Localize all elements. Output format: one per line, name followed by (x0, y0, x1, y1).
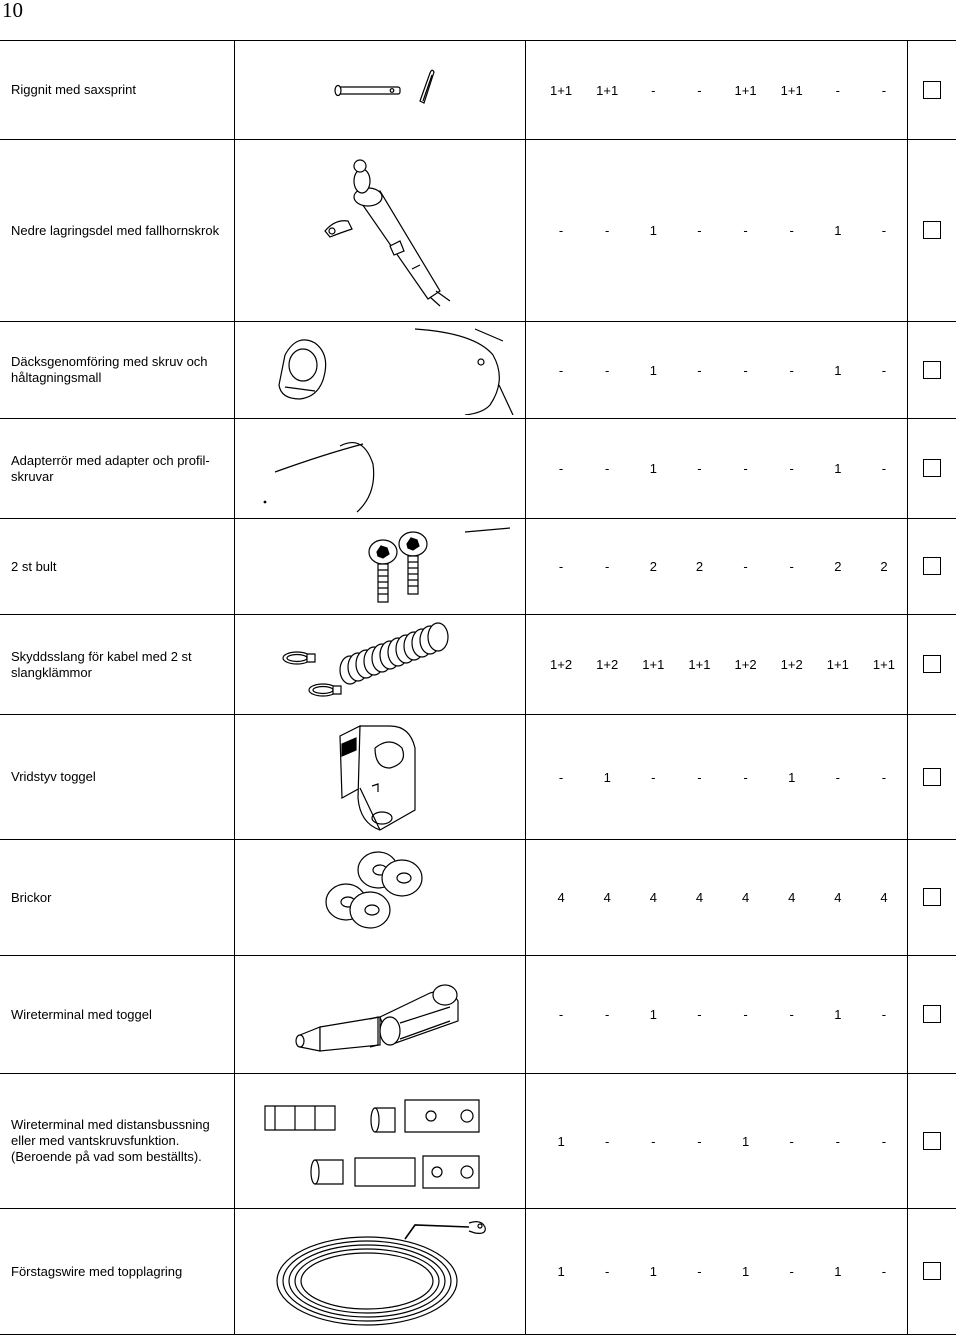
quantity-value: 1+1 (596, 82, 619, 98)
checkbox[interactable] (923, 888, 941, 906)
part-description: 2 st bult (0, 519, 235, 615)
table-row (0, 615, 956, 715)
part-illustration (235, 322, 526, 419)
quantity-value: 1 (788, 769, 796, 785)
quantity-value: - (558, 769, 564, 785)
part-description: Riggnit med saxsprint (0, 41, 235, 140)
checkbox[interactable] (923, 768, 941, 786)
checkbox[interactable] (923, 557, 941, 575)
quantity-value: 1 (834, 461, 842, 476)
quantity-value: - (743, 1007, 748, 1022)
checkbox[interactable] (923, 655, 941, 673)
quantity-value: - (697, 82, 702, 98)
part-illustration (235, 840, 526, 956)
quantity-value: 1 (649, 362, 657, 378)
quantity-value: 1+1 (642, 657, 665, 672)
quantity-value: 1 (649, 461, 657, 476)
quantity-value: - (789, 559, 794, 574)
quantity-cells (526, 41, 908, 140)
deck-fitting-template-icon (245, 325, 515, 415)
table-row (0, 840, 956, 956)
quantity-cells (526, 1209, 908, 1335)
quantity-value: 1+2 (734, 657, 757, 672)
parts-table (0, 40, 956, 1335)
table-row (0, 1074, 956, 1209)
quantity-value: - (881, 1264, 887, 1279)
quantity-value: - (789, 1133, 794, 1149)
quantity-value: 1 (741, 1133, 750, 1149)
wire-terminal-toggle-icon (280, 965, 480, 1065)
quantity-value: - (558, 461, 564, 476)
forestay-wire-coil-icon (255, 1213, 505, 1331)
part-description: Wireterminal med toggel (0, 956, 235, 1074)
quantity-value: 1 (834, 1007, 842, 1022)
quantity-cells (526, 615, 908, 715)
quantity-cells (526, 840, 908, 956)
quantity-value: - (789, 223, 794, 238)
quantity-value: 4 (788, 890, 796, 905)
checkbox[interactable] (923, 459, 941, 477)
quantity-cells (526, 519, 908, 615)
protective-hose-clamps-icon (245, 620, 515, 710)
quantity-value: - (697, 769, 702, 785)
quantity-value: - (605, 1007, 610, 1022)
table-row (0, 1209, 956, 1335)
quantity-value: - (605, 461, 610, 476)
table-row (0, 322, 956, 419)
quantity-value: - (651, 769, 656, 785)
quantity-value: - (605, 362, 610, 378)
quantity-value: 1+2 (780, 657, 803, 672)
table-row (0, 140, 956, 322)
quantity-value: 1+2 (550, 657, 573, 672)
quantity-value: - (697, 1007, 702, 1022)
quantity-value: - (881, 82, 887, 98)
part-description: Brickor (0, 840, 235, 956)
quantity-value: 1 (557, 1133, 565, 1149)
quantity-value: - (743, 223, 748, 238)
quantity-value: 2 (880, 559, 888, 574)
adapter-tube-icon (245, 424, 515, 514)
table-row (0, 419, 956, 519)
quantity-value: 4 (741, 890, 750, 905)
part-illustration (235, 1209, 526, 1335)
quantity-value: - (697, 1133, 702, 1149)
quantity-value: - (881, 223, 887, 238)
checkbox[interactable] (923, 221, 941, 239)
quantity-value: 1+1 (780, 82, 803, 98)
quantity-value: 1 (834, 223, 842, 238)
washers-icon (320, 848, 440, 948)
part-description: Adapterrör med adapter och profil-skruvar (0, 419, 235, 519)
quantity-value: - (697, 461, 702, 476)
quantity-value: - (881, 769, 887, 785)
quantity-value: - (743, 559, 748, 574)
quantity-value: - (605, 1264, 610, 1279)
part-illustration (235, 519, 526, 615)
checkbox[interactable] (923, 1132, 941, 1150)
checkbox[interactable] (923, 1005, 941, 1023)
checkbox[interactable] (923, 1262, 941, 1280)
quantity-value: 1+1 (688, 657, 711, 672)
quantity-value: 4 (649, 890, 657, 905)
quantity-cells (526, 419, 908, 519)
table-row (0, 519, 956, 615)
quantity-value: 1 (834, 362, 842, 378)
page-number: 10 (2, 0, 23, 22)
checkbox[interactable] (923, 81, 941, 99)
quantity-value: - (697, 223, 702, 238)
quantity-value: - (789, 461, 794, 476)
quantity-value: 4 (880, 890, 888, 905)
quantity-value: - (743, 362, 748, 378)
part-description: Däcksgenomföring med skruv och håltagningsmall (0, 322, 235, 419)
quantity-value: - (651, 82, 656, 98)
rivet-pin-icon (320, 65, 440, 115)
quantity-value: 1 (603, 769, 611, 785)
quantity-value: 4 (603, 890, 611, 905)
torsion-toggle-icon (320, 718, 440, 836)
quantity-value: - (835, 769, 840, 785)
lower-bearing-hook-icon (300, 151, 460, 311)
part-description: Wireterminal med distansbussning eller med vantskruvsfunktion. (Beroende på vad som beställts). (0, 1074, 235, 1209)
quantity-value: 2 (834, 559, 842, 574)
bolt-icon (245, 522, 515, 612)
quantity-value: 1+1 (826, 657, 849, 672)
quantity-value: 1 (741, 1264, 750, 1279)
quantity-value: - (743, 461, 748, 476)
part-illustration (235, 956, 526, 1074)
quantity-cells (526, 140, 908, 322)
quantity-value: 1 (649, 1264, 657, 1279)
quantity-value: - (881, 1133, 887, 1149)
checkbox[interactable] (923, 361, 941, 379)
quantity-value: - (881, 362, 887, 378)
quantity-value: - (835, 1133, 840, 1149)
quantity-value: - (651, 1133, 656, 1149)
quantity-value: - (789, 1007, 794, 1022)
quantity-value: - (558, 223, 564, 238)
quantity-value: 4 (834, 890, 842, 905)
quantity-value: - (558, 362, 564, 378)
quantity-value: - (558, 1007, 564, 1022)
quantity-value: - (789, 1264, 794, 1279)
quantity-value: - (605, 1133, 610, 1149)
quantity-value: - (605, 559, 610, 574)
quantity-value: - (881, 1007, 887, 1022)
part-description: Förstagswire med topplagring (0, 1209, 235, 1335)
quantity-value: 4 (695, 890, 704, 905)
quantity-cells (526, 322, 908, 419)
quantity-value: 2 (649, 559, 657, 574)
part-description: Skyddsslang för kabel med 2 st slangklämmor (0, 615, 235, 715)
part-illustration (235, 615, 526, 715)
quantity-value: - (697, 362, 702, 378)
part-illustration (235, 419, 526, 519)
quantity-value: - (789, 362, 794, 378)
quantity-cells (526, 715, 908, 840)
quantity-value: 4 (557, 890, 565, 905)
quantity-value: 1 (649, 1007, 657, 1022)
table-row (0, 41, 956, 140)
table-row (0, 956, 956, 1074)
quantity-cells (526, 956, 908, 1074)
quantity-cells (526, 1074, 908, 1209)
part-illustration (235, 41, 526, 140)
quantity-value: - (605, 223, 610, 238)
quantity-value: 2 (695, 559, 704, 574)
quantity-value: 1+2 (596, 657, 619, 672)
part-illustration (235, 715, 526, 840)
part-illustration (235, 1074, 526, 1209)
wire-terminal-spacer-icon (255, 1086, 505, 1196)
quantity-value: - (835, 82, 840, 98)
quantity-value: - (743, 769, 748, 785)
quantity-value: 1 (557, 1264, 565, 1279)
quantity-value: 1+1 (734, 82, 757, 98)
quantity-value: 1 (649, 223, 657, 238)
quantity-value: 1 (834, 1264, 842, 1279)
quantity-value: 1+1 (550, 82, 573, 98)
table-row (0, 715, 956, 840)
quantity-value: - (881, 461, 887, 476)
quantity-value: 1+1 (872, 657, 895, 672)
part-illustration (235, 140, 526, 322)
part-description: Nedre lagringsdel med fallhornskrok (0, 140, 235, 322)
quantity-value: - (558, 559, 564, 574)
part-description: Vridstyv toggel (0, 715, 235, 840)
quantity-value: - (697, 1264, 702, 1279)
